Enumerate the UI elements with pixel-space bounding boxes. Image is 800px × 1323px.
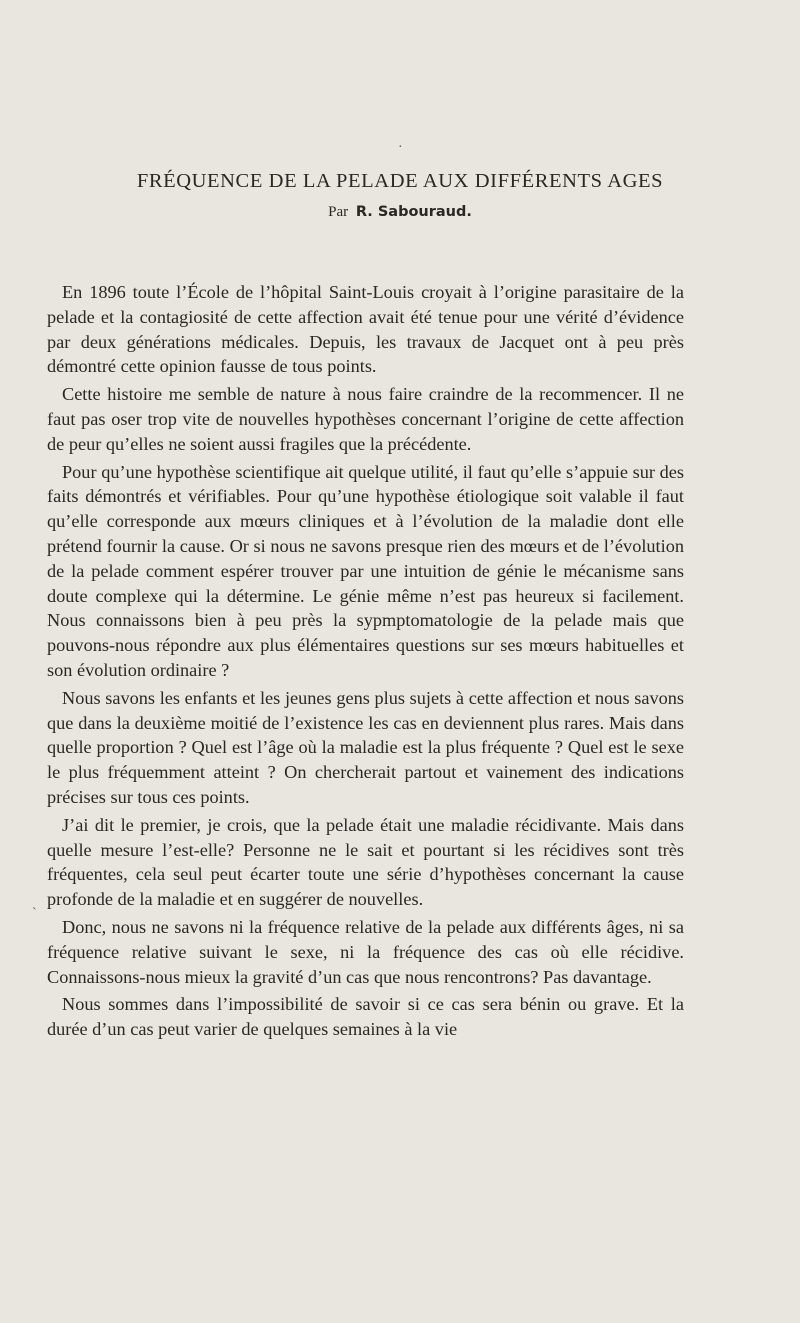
byline-prefix: Par: [328, 204, 349, 220]
paragraph: Pour qu’une hypothèse scientifique ait quelque utilité, il faut qu’elle s’appuie sur des faits démontrés et vérifiables. Pour qu’une hypothèse étiologique soit valable il faut qu’elle corresponde aux mœurs cliniques et à l’évolution de la maladie dont elle prétend fournir la cause. Or si nous ne savons presque rien des mœurs et de l’évolution de la pelade comment espérer trouver par une intuition de génie le mécanisme sans doute complexe qui la détermine. Le génie même n’est pas heureux si facilement. Nous connaissons bien à peu près la sypmptomatologie de la pelade mais que pouvons-nous répondre aux plus élémentaires questions sur ses mœurs habituelles et son évolution ordinaire ?: [47, 461, 684, 680]
author-name: R. Sabouraud.: [355, 204, 472, 220]
article-byline: [0, 204, 800, 221]
paragraph: Nous savons les enfants et les jeunes gens plus sujets à cette affection et nous savons que dans la deuxième moitié de l’existence les cas en deviennent plus rares. Mais dans quelle proportion ? Quel est l’âge où la maladie est la plus fréquente ? Quel est le sexe le plus fréquemment atteint ? On chercherait partout et vainement des indications précises sur tous ces points.: [47, 687, 684, 807]
speck-mark: ·: [398, 140, 403, 155]
paragraph: J’ai dit le premier, je crois, que la pelade était une maladie récidivante. Mais dans quelle mesure l’est-elle? Personne ne le sait et pourtant si les récidives sont très fréquentes, cela seul peut écarter toute une série d’hypothèses concernant la cause profonde de la maladie et en suggérer de nouvelles.: [47, 814, 684, 910]
margin-tick-mark: ˋ: [32, 906, 37, 921]
article-body: [47, 280, 684, 1045]
paragraph: Donc, nous ne savons ni la fréquence relative de la pelade aux différents âges, ni sa fréquence relative suivant le sexe, ni la fréquence des cas où elle récidive. Connaissons-nous mieux la gravité d’un cas que nous rencontrons? Pas davantage.: [47, 916, 684, 987]
article-title: FRÉQUENCE DE LA PELADE AUX DIFFÉRENTS AGES: [136, 170, 664, 192]
paragraph: Cette histoire me semble de nature à nous faire craindre de la recommencer. Il ne faut pas oser trop vite de nouvelles hypothèses concernant l’origine de cette affection de peur qu’elles ne soient aussi fragiles que la précédente.: [47, 384, 684, 454]
paragraph: En 1896 toute l’École de l’hôpital Saint-Louis croyait à l’origine parasitaire de la pelade et la contagiosité de cette affection avait été tenue pour une vérité d’évidence par deux générations médicales. Depuis, les travaux de Jacquet ont à peu près démontré cette opinion fausse de tous points.: [47, 282, 684, 377]
paragraph: Nous sommes dans l’impossibilité de savoir si ce cas sera bénin ou grave. Et la durée d’un cas peut varier de quelques semaines à la vie: [47, 994, 684, 1040]
